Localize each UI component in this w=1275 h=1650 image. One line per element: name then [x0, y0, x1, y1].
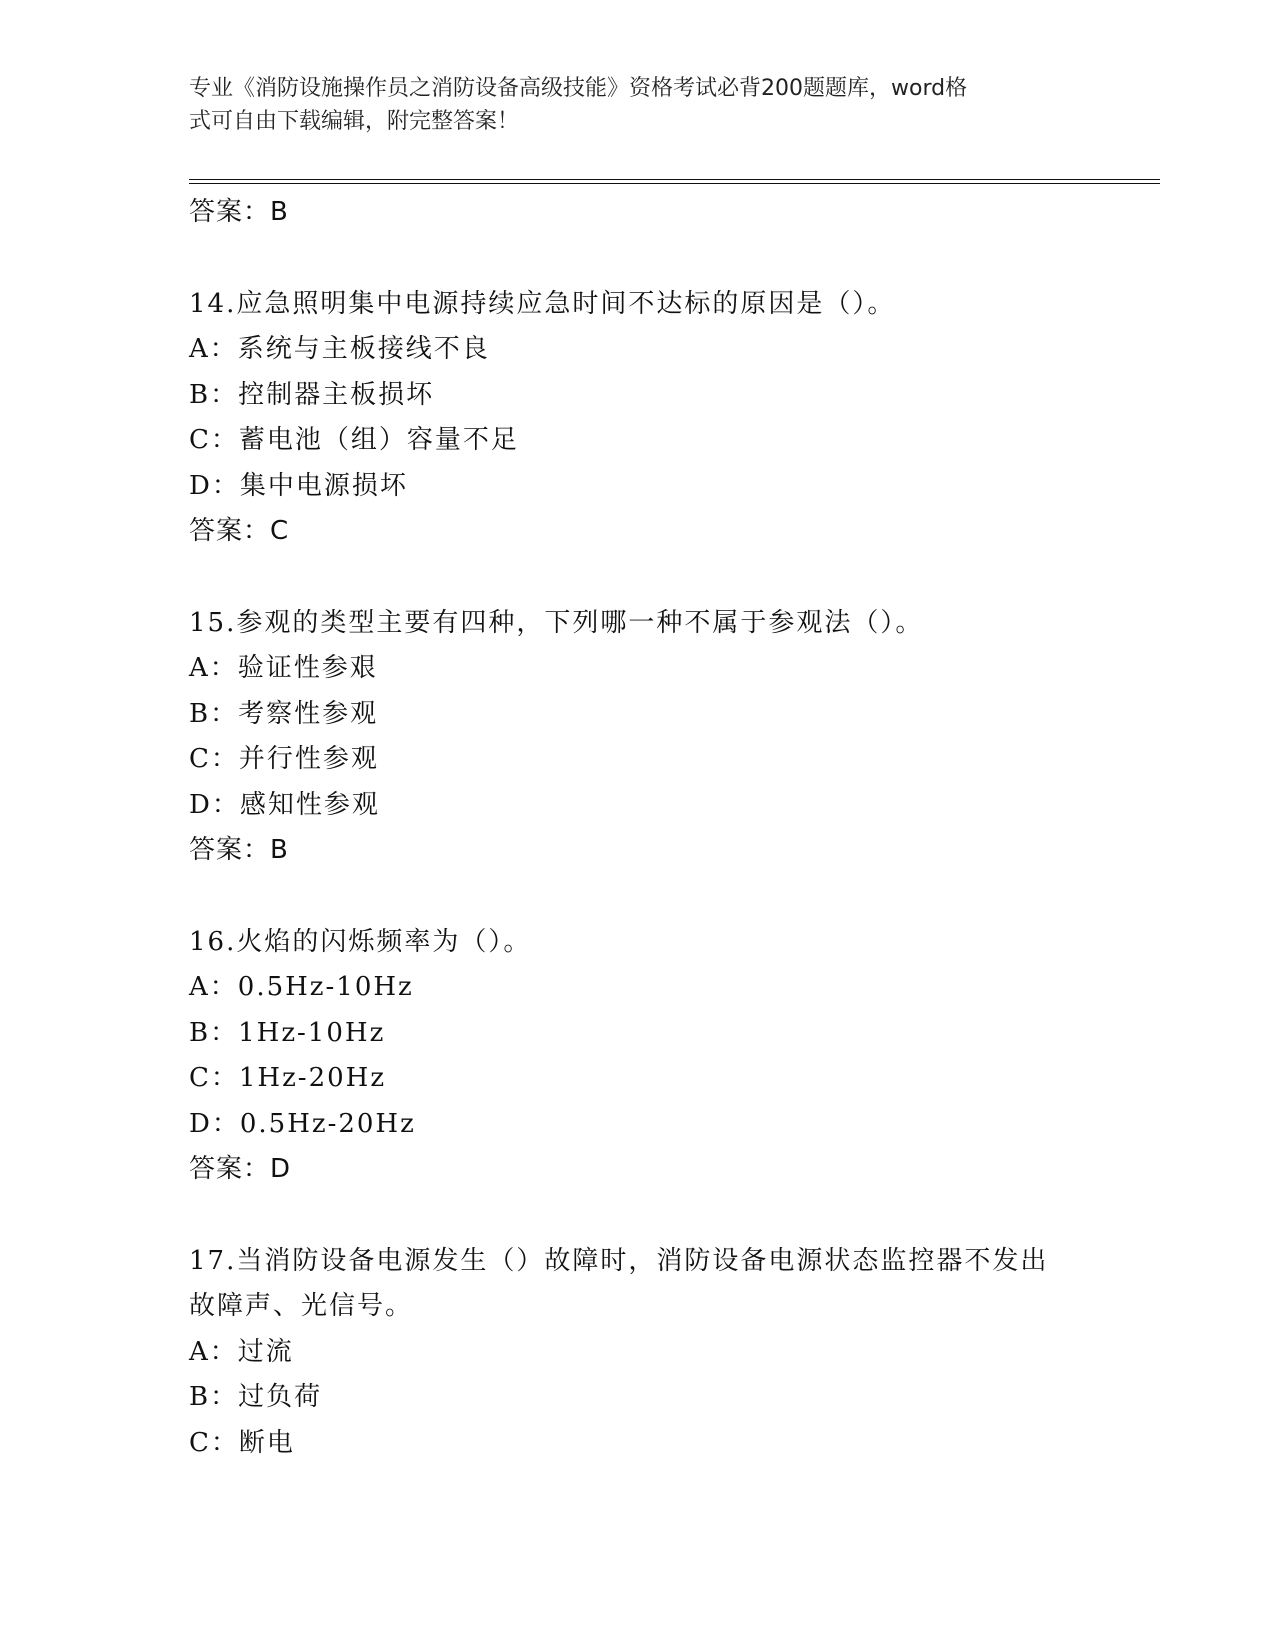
question-list — [189, 190, 1089, 1466]
option-a: A：过流 — [189, 1336, 294, 1367]
answer-line: 答案：C — [189, 516, 290, 546]
answer-line: 答案：D — [189, 1154, 292, 1184]
header-line-2: 式可自由下载编辑，附完整答案！ — [189, 109, 520, 134]
question-stem: 15.参观的类型主要有四种，下列哪一种不属于参观法（）。 — [189, 607, 924, 638]
header-line-1: 专业《消防设施操作员之消防设备高级技能》资格考试必背200题题库，word格 — [189, 76, 968, 101]
option-d: D：感知性参观 — [189, 789, 380, 820]
option-a: A：系统与主板接线不良 — [189, 334, 490, 364]
page-header — [189, 72, 1069, 138]
option-a: A：0.5Hz-10Hz — [189, 972, 414, 1002]
answer-line: 答案：B — [189, 197, 289, 227]
option-b: B：控制器主板损坏 — [189, 379, 435, 410]
option-c: C：1Hz-20Hz — [189, 1063, 387, 1093]
spacer — [189, 1193, 1089, 1239]
spacer — [189, 555, 1089, 601]
header-rule-top — [189, 179, 1160, 180]
option-d: D：集中电源损坏 — [189, 470, 408, 501]
option-b: B：1Hz-10Hz — [189, 1017, 386, 1048]
question-stem: 16.火焰的闪烁频率为（）。 — [189, 926, 532, 957]
question-stem: 14.应急照明集中电源持续应急时间不达标的原因是（）。 — [189, 288, 896, 319]
option-c: C：并行性参观 — [189, 744, 379, 774]
option-c: C：蓄电池（组）容量不足 — [189, 425, 519, 455]
option-a: A：验证性参艰 — [189, 653, 378, 683]
answer-line: 答案：B — [189, 835, 289, 865]
option-b: B：考察性参观 — [189, 698, 379, 729]
header-rule-bottom — [189, 183, 1160, 184]
spacer — [189, 236, 1089, 282]
question-stem-line-1: 17.当消防设备电源发生（）故障时，消防设备电源状态监控器不发出 — [189, 1245, 1049, 1276]
option-d: D：0.5Hz-20Hz — [189, 1108, 416, 1139]
question-stem-line-2: 故障声、光信号。 — [189, 1291, 414, 1321]
option-c: C：断电 — [189, 1427, 295, 1458]
spacer — [189, 874, 1089, 920]
option-b: B：过负荷 — [189, 1382, 323, 1412]
